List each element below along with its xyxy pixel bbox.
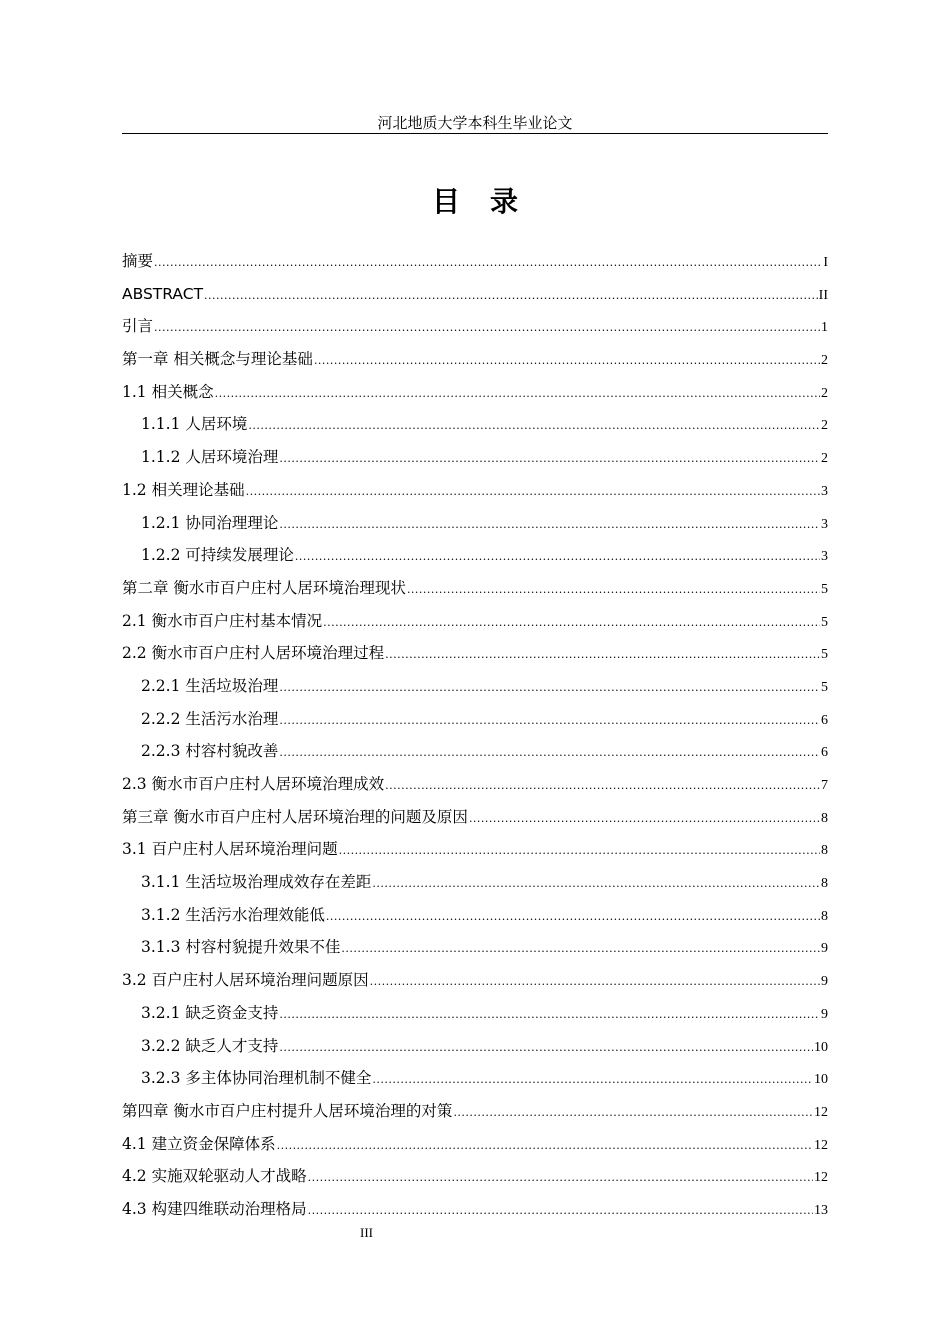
toc-entry[interactable] (122, 768, 828, 801)
toc-dot-leader (204, 280, 818, 313)
toc-entry-page: 5 (821, 679, 828, 695)
toc-entry[interactable] (122, 1095, 828, 1128)
toc-entry-page: 12 (814, 1137, 828, 1153)
toc-entry[interactable] (122, 343, 828, 376)
toc-entry-page: 1 (821, 320, 828, 336)
toc-dot-leader (372, 868, 820, 901)
toc-dot-leader (279, 705, 820, 738)
toc-dot-leader (279, 509, 820, 542)
toc-dot-leader (279, 999, 820, 1032)
toc-dot-leader (372, 1064, 813, 1097)
toc-dot-leader (341, 933, 820, 966)
toc-dot-leader (279, 1032, 813, 1065)
toc-entry[interactable] (122, 735, 828, 768)
toc-entry-page: 5 (821, 581, 828, 597)
toc-dot-leader (154, 247, 822, 280)
toc-entry[interactable] (122, 1062, 828, 1095)
toc-entry-label: 2.2.2 生活污水治理 (141, 709, 279, 728)
toc-dot-leader (326, 901, 820, 934)
page-title: 目录 (431, 185, 548, 218)
toc-entry-label: 2.2.3 村容村貌改善 (141, 742, 279, 761)
running-header: 河北地质大学本科生毕业论文 (377, 114, 573, 132)
toc-entry-page: II (818, 287, 828, 303)
toc-entry-label: 3.1.3 村容村貌提升效果不佳 (141, 938, 341, 957)
toc-entry[interactable] (122, 376, 828, 409)
toc-entry-page: 9 (821, 941, 828, 957)
toc-entry-page: 8 (821, 810, 828, 826)
toc-entry[interactable] (122, 833, 828, 866)
toc-dot-leader (407, 574, 820, 607)
toc-dot-leader (453, 1097, 813, 1130)
toc-entry[interactable] (122, 507, 828, 540)
toc-entry[interactable] (122, 997, 828, 1030)
toc-entry-page: 5 (821, 614, 828, 630)
toc-entry-label: 2.2 衡水市百户庄村人居环境治理过程 (122, 644, 385, 663)
toc-entry-label: 4.1 建立资金保障体系 (122, 1134, 276, 1153)
toc-entry-page: 12 (814, 1104, 828, 1120)
toc-entry[interactable] (122, 278, 828, 311)
toc-entry-page: 2 (821, 418, 828, 434)
toc-dot-leader (277, 1130, 813, 1163)
toc-entry-label: 第二章 衡水市百户庄村人居环境治理现状 (122, 578, 406, 597)
page-number: III (360, 1225, 373, 1240)
toc-entry[interactable] (122, 474, 828, 507)
toc-entry-label: ABSTRACT (122, 284, 204, 303)
toc-entry-label: 1.1.1 人居环境 (141, 415, 248, 434)
toc-entry-page: 8 (821, 908, 828, 924)
toc-entry-page: 9 (821, 1006, 828, 1022)
toc-entry-label: 第一章 相关概念与理论基础 (122, 350, 313, 369)
toc-dot-leader (279, 737, 820, 770)
toc-entry-label: 第三章 衡水市百户庄村人居环境治理的问题及原因 (122, 807, 468, 826)
toc-entry[interactable] (122, 408, 828, 441)
toc-entry-page: 2 (821, 385, 828, 401)
toc-entry-page: 12 (814, 1170, 828, 1186)
toc-entry[interactable] (122, 1030, 828, 1063)
toc-entry-page: 2 (821, 353, 828, 369)
toc-entry-page: I (823, 255, 828, 270)
toc-entry[interactable] (122, 670, 828, 703)
toc-entry-page: 3 (821, 516, 828, 532)
toc-entry-label: 1.1 相关概念 (122, 382, 214, 401)
toc-entry[interactable] (122, 539, 828, 572)
toc-entry[interactable] (122, 605, 828, 638)
toc-entry[interactable] (122, 1160, 828, 1193)
toc-entry[interactable] (122, 1128, 828, 1161)
toc-dot-leader (295, 541, 820, 574)
toc-entry-label: 3.1 百户庄村人居环境治理问题 (122, 840, 338, 859)
toc-entry-page: 9 (821, 974, 828, 990)
toc-dot-leader (248, 410, 820, 443)
toc-entry-label: 3.2.2 缺乏人才支持 (141, 1036, 279, 1055)
toc-entry[interactable] (122, 931, 828, 964)
toc-entry[interactable] (122, 1193, 828, 1226)
toc-entry-label: 4.2 实施双轮驱动人才战略 (122, 1167, 307, 1186)
toc-dot-leader (385, 770, 820, 803)
toc-entry-label: 1.2.2 可持续发展理论 (141, 546, 294, 565)
toc-dot-leader (314, 345, 820, 378)
toc-entry-label: 2.1 衡水市百户庄村基本情况 (122, 611, 323, 630)
toc-entry-label: 2.3 衡水市百户庄村人居环境治理成效 (122, 775, 385, 793)
toc-entry-label: 3.2.3 多主体协同治理机制不健全 (141, 1069, 372, 1088)
toc-dot-leader (370, 966, 820, 999)
toc-entry-label: 3.2 百户庄村人居环境治理问题原因 (122, 971, 369, 990)
toc-entry[interactable] (122, 637, 828, 670)
table-of-contents (122, 245, 828, 1226)
toc-entry-page: 6 (821, 712, 828, 728)
toc-entry[interactable] (122, 801, 828, 834)
toc-dot-leader (154, 312, 820, 345)
toc-dot-leader (339, 835, 820, 868)
toc-entry-label: 1.2 相关理论基础 (122, 480, 245, 499)
toc-entry[interactable] (122, 703, 828, 736)
toc-entry-label: 3.2.1 缺乏资金支持 (141, 1003, 279, 1022)
toc-entry-label: 摘要 (122, 252, 154, 270)
toc-entry-page: 8 (821, 876, 828, 892)
toc-entry-page: 3 (821, 549, 828, 565)
toc-entry[interactable] (122, 899, 828, 932)
toc-dot-leader (246, 476, 820, 509)
toc-entry[interactable] (122, 866, 828, 899)
toc-entry-page: 13 (814, 1202, 828, 1218)
toc-entry-page: 8 (821, 843, 828, 859)
toc-entry-page: 10 (814, 1039, 828, 1055)
toc-dot-leader (308, 1162, 813, 1195)
toc-dot-leader (308, 1195, 813, 1228)
toc-entry[interactable] (122, 964, 828, 997)
toc-entry-page: 5 (821, 647, 828, 663)
toc-entry-page: 7 (821, 778, 828, 793)
toc-entry[interactable] (122, 441, 828, 474)
toc-entry-label: 引言 (122, 317, 154, 336)
toc-dot-leader (215, 378, 820, 411)
toc-entry-label: 4.3 构建四维联动治理格局 (122, 1199, 307, 1218)
toc-entry-label: 3.1.2 生活污水治理效能低 (141, 905, 325, 924)
toc-dot-leader (279, 672, 820, 705)
toc-entry-page: 10 (814, 1072, 828, 1088)
toc-entry-label: 2.2.1 生活垃圾治理 (141, 676, 279, 695)
toc-entry-page: 6 (821, 745, 828, 761)
toc-entry[interactable] (122, 310, 828, 343)
toc-dot-leader (323, 607, 820, 640)
toc-entry-label: 第四章 衡水市百户庄村提升人居环境治理的对策 (122, 1101, 453, 1120)
toc-entry[interactable] (122, 245, 828, 278)
toc-dot-leader (279, 443, 820, 476)
toc-dot-leader (469, 803, 820, 836)
toc-entry-label: 1.2.1 协同治理理论 (141, 513, 279, 532)
toc-entry-page: 3 (821, 483, 828, 499)
toc-entry[interactable] (122, 572, 828, 605)
toc-entry-label: 1.1.2 人居环境治理 (141, 448, 279, 467)
toc-dot-leader (385, 639, 820, 672)
header-rule (122, 133, 828, 134)
toc-entry-page: 2 (821, 451, 828, 467)
toc-entry-label: 3.1.1 生活垃圾治理成效存在差距 (141, 873, 372, 892)
